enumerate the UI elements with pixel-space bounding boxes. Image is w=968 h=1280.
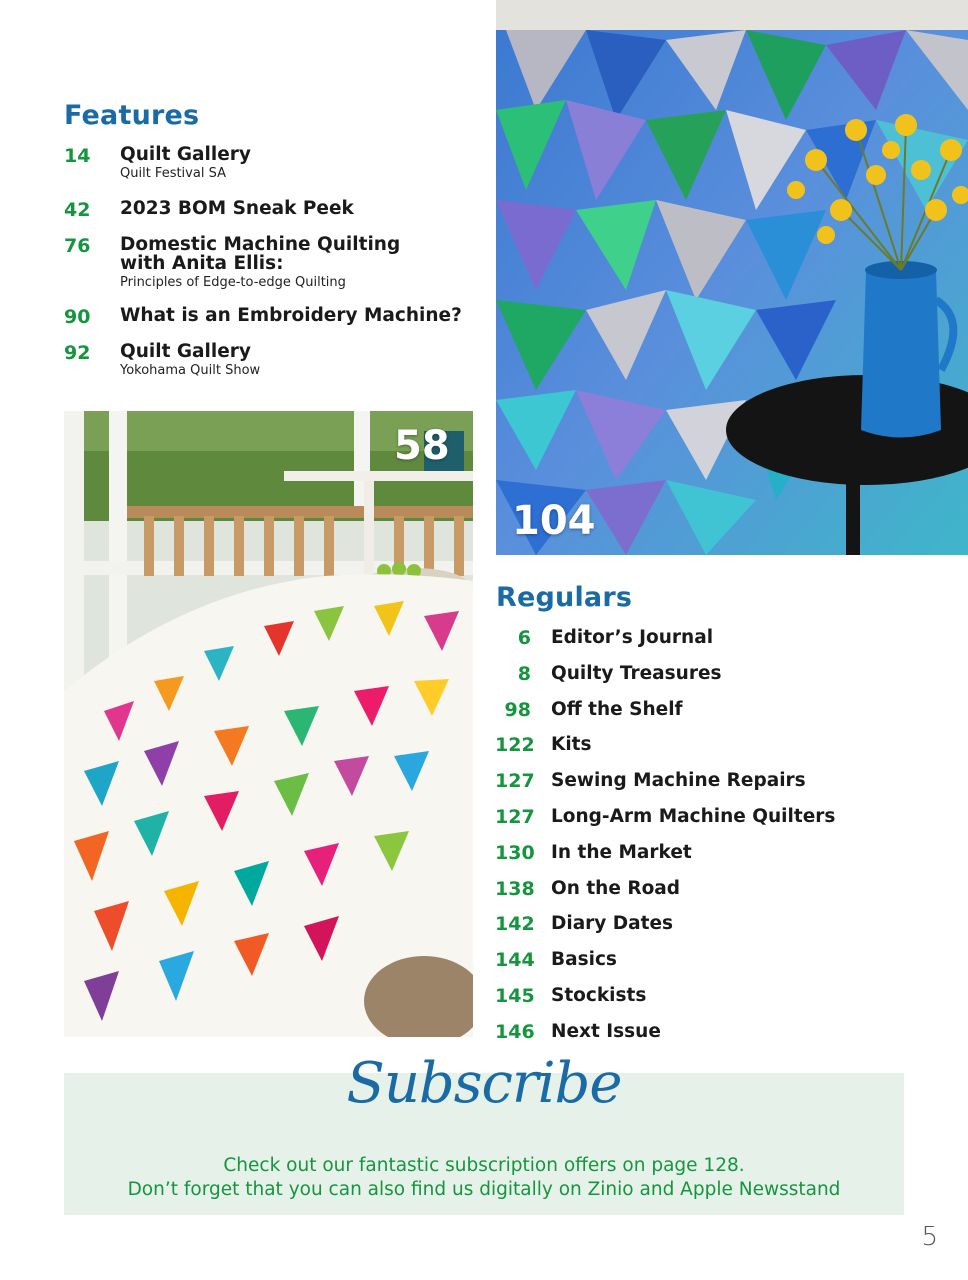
regulars-item-page: 130 [495,841,535,864]
regulars-item[interactable] [495,627,915,663]
features-item-title: 2023 BOM Sneak Peek [120,198,354,219]
subscribe-script-title: Subscribe [346,1051,622,1116]
regulars-item-page: 142 [495,913,535,936]
features-item-title: Quilt Gallery [120,144,251,165]
regulars-item-title: Sewing Machine Repairs [551,770,806,792]
features-item-page: 92 [64,342,91,364]
regulars-item-title: Next Issue [551,1020,661,1042]
features-item-subtitle: Quilt Festival SA [120,166,226,181]
regulars-item[interactable] [495,699,915,735]
regulars-item[interactable] [495,663,915,699]
regulars-item-title: Long-Arm Machine Quilters [551,805,836,827]
features-item-subtitle: Yokohama Quilt Show [120,363,261,378]
features-item-title: Domestic Machine Quilting [120,234,401,255]
features-item-title: Quilt Gallery [120,341,251,362]
white-quilt-illustration [64,411,473,1037]
regulars-item-page: 122 [495,734,535,757]
photo-white-quilt[interactable] [64,411,473,1037]
regulars-item-page: 127 [495,770,535,793]
regulars-item-page: 8 [517,662,531,685]
features-item[interactable] [64,342,484,379]
regulars-item-title: Editor’s Journal [551,627,714,648]
regulars-item-page: 145 [495,984,535,1007]
regulars-list [495,627,915,1057]
features-item[interactable] [64,198,484,221]
features-item-title-line2: with Anita Ellis: [120,253,284,274]
features-item-page: 42 [64,199,91,221]
regulars-item-title: Quilty Treasures [551,662,722,684]
regulars-item-title: In the Market [551,841,692,863]
features-item-page: 14 [64,145,91,167]
photo-page-label: 104 [512,498,596,544]
features-item-page: 76 [64,235,91,257]
blue-quilt-illustration [496,0,968,555]
regulars-item-page: 146 [495,1020,535,1043]
regulars-item-title: Off the Shelf [551,698,683,720]
regulars-item[interactable] [495,734,915,770]
regulars-item[interactable] [495,770,915,806]
subscribe-banner[interactable] [64,1051,904,1215]
subscribe-line-1: Check out our fantastic subscription offers on page 128. [223,1155,745,1176]
page-number: 5 [921,1222,938,1252]
regulars-item[interactable] [495,806,915,842]
features-item-subtitle: Principles of Edge-to-edge Quilting [120,275,346,290]
regulars-item-page: 6 [517,627,531,649]
features-heading: Features [64,100,200,131]
regulars-item[interactable] [495,913,915,949]
regulars-item-page: 138 [495,877,535,900]
photo-blue-quilt[interactable] [496,0,968,555]
features-item[interactable] [64,235,484,291]
regulars-item[interactable] [495,985,915,1021]
photo-page-label: 58 [394,423,450,469]
features-item-page: 90 [64,306,91,328]
regulars-item-title: Basics [551,949,617,971]
regulars-item-page: 127 [495,805,535,828]
features-item-title: What is an Embroidery Machine? [120,305,462,326]
regulars-item-title: Stockists [551,984,647,1006]
features-item[interactable] [64,145,484,182]
features-item[interactable] [64,305,484,328]
regulars-item[interactable] [495,878,915,914]
regulars-heading: Regulars [496,582,633,613]
subscribe-line-2: Don’t forget that you can also find us digitally on Zinio and Apple Newsstand [127,1179,841,1200]
regulars-item-title: On the Road [551,877,681,899]
regulars-item[interactable] [495,842,915,878]
regulars-item-title: Diary Dates [551,913,674,935]
regulars-item-page: 98 [504,698,531,721]
regulars-item-page: 144 [495,949,535,972]
regulars-item-title: Kits [551,734,592,756]
regulars-item[interactable] [495,949,915,985]
